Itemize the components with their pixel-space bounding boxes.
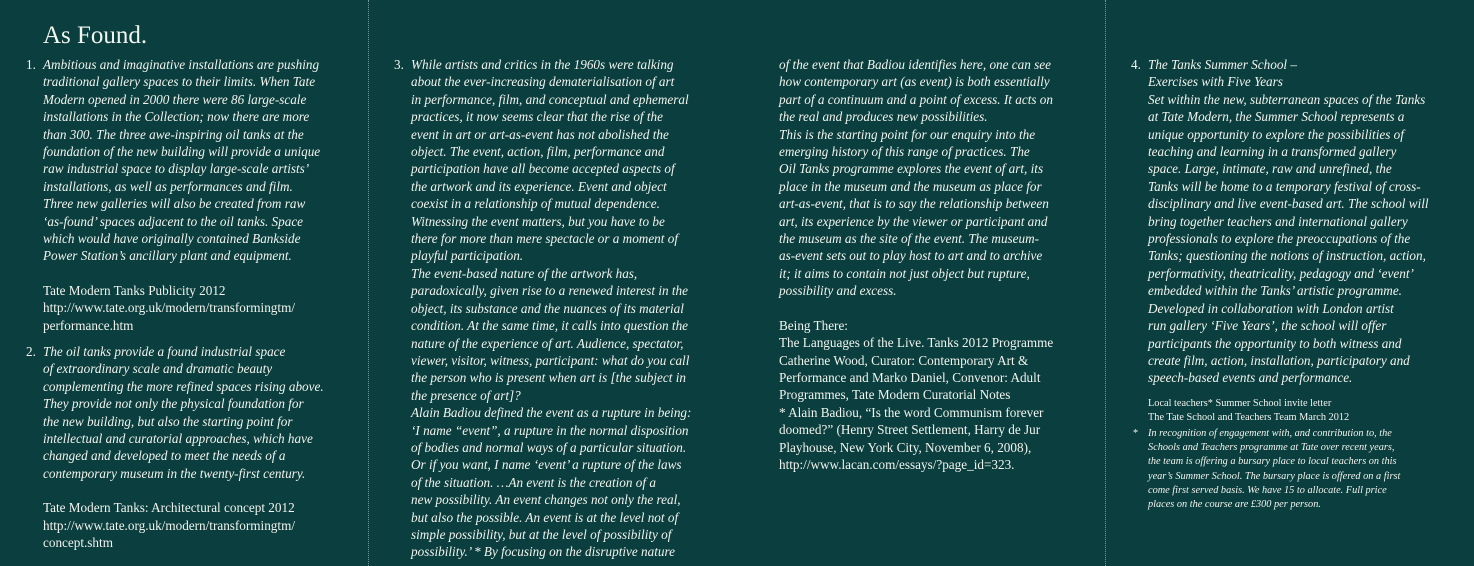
item-number: 1. (26, 57, 36, 72)
item-1-text: Ambitious and imaginative installations are pushing traditional gallery spaces to their limits. When Tate Modern opened in 2000 there were 86 large-scale installations in the Collection; now there are more than 300. The three awe-inspiring oil tanks at the foundation of the new building will provide a unique raw industrial space to display large-scale artists’ installations, as well as performances and film. Three new galleries will also be created from raw ‘as-found’ spaces adjacent to the oil tanks. Space which would have originally contained Bankside Power Station’s ancillary plant and equipment. (43, 57, 321, 264)
footnote-text: In recognition of engagement with, and contribution to, the Schools and Teachers programme at Tate over recent years, the team is offering a bursary place to local teachers on this year’s Summer School. The bursary place is offered on a first come first served basis. We have 15 to allocate. Full price places on the course are £300 per person. (1148, 428, 1401, 511)
item-4 (1131, 56, 1468, 387)
item-2-text: The oil tanks provide a found industrial space of extraordinary scale and dramatic beauty complementing the more refined spaces rising above. They provide not only the physical foundation for the new building, but also the starting point for intellectual and curatorial approaches, which have changed and developed to meet the needs of a contemporary museum in the twenty-first century. (43, 344, 324, 481)
item-1 (26, 56, 363, 334)
item-4-text: Set within the new, subterranean spaces of the Tanks at Tate Modern, the Summer School represents a unique opportunity to explore the possibilities of teaching and learning in a transformed gallery space. Large, intimate, raw and unrefined, the Tanks will be home to a temporary festival of cross- disciplinary and live event-based art. The school will bring together teachers and international gallery professionals to explore the preoccupations of the Tanks; questioning the notions of instruction, action, performativity, theatricality, pedagogy and ‘event’ embedded within the Tanks’ artistic programme. Developed in collaboration with London artist run gallery ‘Five Years’, the school will offer participants the opportunity to both witness and create film, action, installation, participatory and speech-based events and performance. (1148, 91, 1429, 386)
column-divider-2 (1105, 0, 1106, 566)
item-3-source: Being There: The Languages of the Live. Tanks 2012 Programme Catherine Wood, Curator: Contemporary Art & Performance and Marko Daniel, Convenor: Adult Programmes, Tate Modern Curatorial Notes * Alain Badiou, “Is the word Communism forever doomed?” (Henry Street Settlement, Harry de Jur Playhouse, New York City, November 6, 2008), http://www.lacan.com/essays/?page_id=323. (779, 317, 1054, 472)
item-3-continued (779, 56, 1099, 473)
item-number: 2. (26, 344, 36, 359)
item-3 (394, 56, 741, 561)
page-title: As Found. (43, 22, 148, 49)
item-4-heading: The Tanks Summer School – Exercises with Five Years (1148, 57, 1297, 90)
item-2-source: Tate Modern Tanks: Architectural concept 2012 http://www.tate.org.uk/modern/transformingtm/ concept.shtm (43, 500, 295, 551)
item-2 (26, 343, 363, 551)
item-3-continued-text: of the event that Badiou identifies here, one can see how contemporary art (as event) is both essentially part of a continuum and a point of excess. It acts on the real and produces new possibilities. This is the starting point for our enquiry into the emerging history of this range of practices. The Oil Tanks programme explores the event of art, its place in the museum and the museum as place for art-as-event, that is to say the relationship between art, its experience by the viewer or participant and the museum as the site of the event. The museum- as-event sets out to play host to art and to archive it; it aims to contain not just object but rupture, possibility and excess. (779, 57, 1053, 299)
item-number: 3. (394, 57, 404, 72)
item-1-source: Tate Modern Tanks Publicity 2012 http://www.tate.org.uk/modern/transformingtm/ performance.htm (43, 282, 295, 333)
item-4-source: Local teachers* Summer School invite letter The Tate School and Teachers Team March 2012 (1148, 398, 1350, 424)
column-divider-1 (368, 0, 369, 566)
footnote-mark: * (1133, 428, 1139, 439)
item-3-text: While artists and critics in the 1960s were talking about the ever-increasing dematerialisation of art in performance, film, and conceptual and ephemeral practices, it now seems clear that the rise of the event in art or art-as-event has not abolished the object. The event, action, film, performance and participation have all become accepted aspects of the artwork and its experience. Event and object coexist in a relationship of mutual dependence. Witnessing the event matters, but you have to be there for more than mere spectacle or a moment of playful participation. The event-based nature of the artwork has, paradoxically, given rise to a renewed interest in the object, its substance and the nuances of its material condition. At the same time, it calls into question the nature of the experience of art. Audience, spectator, viewer, visitor, witness, participant: what do you call the person who is present when art is [the subject in the presence of art]? Alain Badiou defined the event as a rupture in being: ‘I name “event”, a rupture in the normal disposition of bodies and normal ways of a particular situation. Or if you want, I name ‘event’ a rupture of the laws of the situation. …An event is the creation of a new possibility. An event changes not only the real, but also the possible. An event is at the level not of simple possibility, but at the level of possibility of possibility.’ * By focusing on the disruptive nature (411, 57, 692, 560)
footnote (1133, 427, 1468, 512)
item-number: 4. (1131, 57, 1141, 72)
